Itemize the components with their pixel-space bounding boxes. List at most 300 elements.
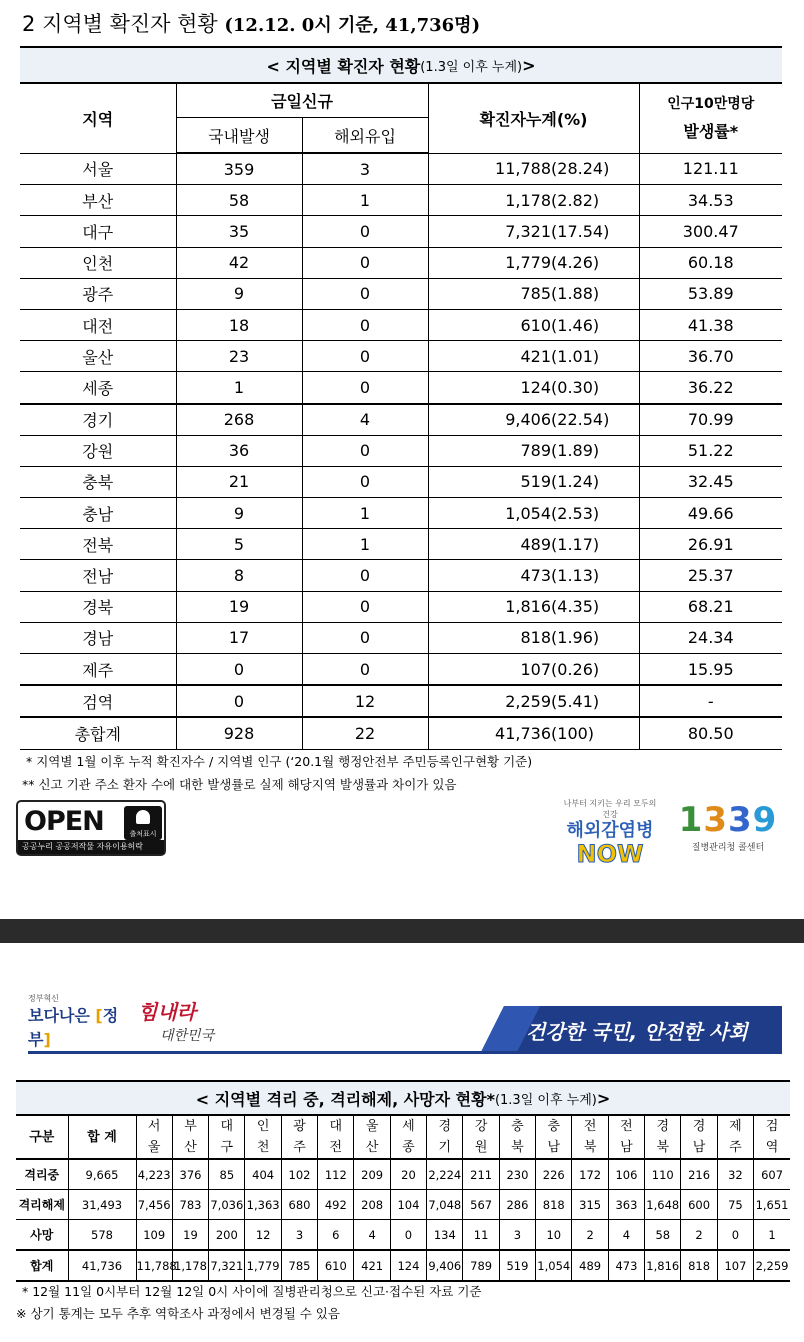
cell-cumulative: 785 bbox=[428, 278, 551, 309]
cell-region: 강원 bbox=[20, 435, 176, 466]
page-gap bbox=[0, 885, 804, 919]
table1-row bbox=[20, 309, 782, 340]
row-value: 1,054 bbox=[536, 1250, 572, 1281]
cell-overseas: 1 bbox=[302, 185, 428, 216]
row-value: 2,259 bbox=[754, 1250, 790, 1281]
header-region-char: 북 bbox=[656, 1140, 670, 1155]
row-total: 41,736 bbox=[68, 1250, 136, 1281]
header-region bbox=[645, 1116, 681, 1160]
cheer-up-korea-logo bbox=[138, 996, 238, 1044]
table1-footnote-2: ** 신고 기관 주소 환자 수에 대한 발생률로 실제 해당지역 발생률과 차이가 있음 bbox=[22, 777, 457, 792]
header-region-char: 검 bbox=[765, 1119, 779, 1134]
row-value: 789 bbox=[463, 1250, 499, 1281]
header-region-char: 종 bbox=[402, 1140, 415, 1155]
row-value: 2 bbox=[572, 1220, 608, 1251]
header-region-char: 광 bbox=[293, 1119, 306, 1134]
cell-overseas: 0 bbox=[302, 372, 428, 404]
cell-overseas: 0 bbox=[302, 247, 428, 278]
row-value: 1,779 bbox=[245, 1250, 281, 1281]
cell-cumulative: 1,779 bbox=[428, 247, 551, 278]
table2-row bbox=[16, 1159, 790, 1190]
cell-cumulative: 9,406 bbox=[428, 404, 551, 436]
cell-region: 서울 bbox=[20, 153, 176, 185]
row-value: 1,363 bbox=[245, 1190, 281, 1220]
cell-rate: 25.37 bbox=[639, 560, 782, 591]
header-region-char: 제 bbox=[729, 1119, 742, 1134]
cell-domestic: 0 bbox=[176, 685, 302, 717]
row-value: 11 bbox=[463, 1220, 499, 1251]
table1-row bbox=[20, 153, 782, 185]
cell-domestic: 35 bbox=[176, 216, 302, 247]
cell-cumulative: 1,816 bbox=[428, 591, 551, 622]
page-divider-band bbox=[0, 919, 804, 943]
cell-rate: 41.38 bbox=[639, 309, 782, 340]
header-region bbox=[281, 1116, 317, 1160]
table1-row bbox=[20, 216, 782, 247]
cell-cumulative: 11,788 bbox=[428, 153, 551, 185]
table1-row bbox=[20, 247, 782, 278]
row-value: 1,816 bbox=[645, 1250, 681, 1281]
header-region bbox=[354, 1116, 390, 1160]
cell-domestic: 268 bbox=[176, 404, 302, 436]
section-title: 지역별 확진자 현황 bbox=[42, 12, 218, 36]
callcenter-number bbox=[672, 800, 784, 840]
header-region-char: 구 bbox=[220, 1140, 234, 1155]
cell-region: 광주 bbox=[20, 278, 176, 309]
cell-rate: 68.21 bbox=[639, 591, 782, 622]
header-region-char: 세 bbox=[402, 1119, 415, 1134]
cell-cumulative: 610 bbox=[428, 309, 551, 340]
row-value: 783 bbox=[172, 1190, 208, 1220]
cell-rate: 300.47 bbox=[639, 216, 782, 247]
callcenter-digit: 3 bbox=[703, 800, 728, 840]
cell-domestic: 8 bbox=[176, 560, 302, 591]
header-region bbox=[572, 1116, 608, 1160]
header-region-char: 천 bbox=[256, 1140, 270, 1155]
cell-overseas: 0 bbox=[302, 591, 428, 622]
row-value: 211 bbox=[463, 1159, 499, 1190]
row-value: 610 bbox=[318, 1250, 354, 1281]
cell-region: 경북 bbox=[20, 591, 176, 622]
cell-percent: (2.53) bbox=[551, 498, 639, 529]
cell-region: 전남 bbox=[20, 560, 176, 591]
cell-cumulative: 107 bbox=[428, 654, 551, 686]
header-region-char: 전 bbox=[329, 1140, 343, 1155]
header-region-char: 울 bbox=[147, 1140, 161, 1155]
row-value: 109 bbox=[136, 1220, 172, 1251]
table1-row bbox=[20, 372, 782, 404]
cell-percent: (2.82) bbox=[551, 185, 639, 216]
header-today: 금일신규 bbox=[176, 83, 428, 118]
header-region bbox=[390, 1116, 426, 1160]
header-region-char: 남 bbox=[620, 1140, 633, 1155]
table1-row bbox=[20, 466, 782, 497]
row-value: 226 bbox=[536, 1159, 572, 1190]
row-value: 473 bbox=[608, 1250, 644, 1281]
cell-overseas: 12 bbox=[302, 685, 428, 717]
callcenter-digit: 3 bbox=[728, 800, 753, 840]
row-value: 286 bbox=[499, 1190, 535, 1220]
row-value: 6 bbox=[318, 1220, 354, 1251]
header-region-char: 경 bbox=[656, 1119, 670, 1134]
cell-region: 전북 bbox=[20, 529, 176, 560]
cell-percent: (1.13) bbox=[551, 560, 639, 591]
header-region bbox=[536, 1116, 572, 1160]
cell-percent: (5.41) bbox=[551, 685, 639, 717]
row-value: 209 bbox=[354, 1159, 390, 1190]
row-value: 104 bbox=[390, 1190, 426, 1220]
row-value: 110 bbox=[645, 1159, 681, 1190]
cell-domestic: 928 bbox=[176, 717, 302, 749]
regional-cases-table bbox=[20, 82, 782, 750]
row-value: 4 bbox=[608, 1220, 644, 1251]
cell-rate: 26.91 bbox=[639, 529, 782, 560]
row-value: 58 bbox=[645, 1220, 681, 1251]
cell-percent: (22.54) bbox=[551, 404, 639, 436]
header-total: 합 계 bbox=[68, 1116, 136, 1160]
section-subtitle: (12.12. 0시 기준, 41,736명) bbox=[224, 15, 481, 36]
row-value: 0 bbox=[717, 1220, 753, 1251]
open-logo-caption: 공공누리 공공저작물 자유이용허락 bbox=[18, 840, 164, 854]
row-value: 112 bbox=[318, 1159, 354, 1190]
cell-domestic: 5 bbox=[176, 529, 302, 560]
cell-rate: 34.53 bbox=[639, 185, 782, 216]
header-region: 지역 bbox=[20, 83, 176, 153]
row-label: 사망 bbox=[16, 1220, 68, 1251]
cell-cumulative: 1,054 bbox=[428, 498, 551, 529]
cell-rate: - bbox=[639, 685, 782, 717]
cell-percent: (1.46) bbox=[551, 309, 639, 340]
row-value: 208 bbox=[354, 1190, 390, 1220]
cell-cumulative: 473 bbox=[428, 560, 551, 591]
header-region bbox=[499, 1116, 535, 1160]
cell-domestic: 9 bbox=[176, 498, 302, 529]
cell-cumulative: 421 bbox=[428, 341, 551, 372]
cell-rate: 80.50 bbox=[639, 717, 782, 749]
table2-row bbox=[16, 1190, 790, 1220]
header-region bbox=[172, 1116, 208, 1160]
cell-percent: (1.24) bbox=[551, 466, 639, 497]
table1-row bbox=[20, 591, 782, 622]
cell-cumulative: 789 bbox=[428, 435, 551, 466]
row-value: 567 bbox=[463, 1190, 499, 1220]
callcenter-digit: 1 bbox=[678, 800, 704, 840]
row-value: 1,178 bbox=[172, 1250, 208, 1281]
header-region bbox=[245, 1116, 281, 1160]
header-category: 구분 bbox=[16, 1116, 68, 1160]
header-region-char: 주 bbox=[293, 1140, 306, 1155]
row-value: 1,651 bbox=[754, 1190, 790, 1220]
header-region bbox=[608, 1116, 644, 1160]
table2-title-period: (1.3일 이후 누계) bbox=[494, 1092, 597, 1108]
gov-logo-small: 정부혁신 bbox=[28, 994, 59, 1003]
header-region-char: 강 bbox=[474, 1119, 488, 1134]
table2-footnote-2: ※ 상기 통계는 모두 추후 역학조사 과정에서 변경될 수 있음 bbox=[16, 1306, 340, 1321]
row-value: 32 bbox=[717, 1159, 753, 1190]
cell-percent: (1.89) bbox=[551, 435, 639, 466]
cell-cumulative: 818 bbox=[428, 622, 551, 653]
cell-percent: (28.24) bbox=[551, 153, 639, 185]
row-value: 785 bbox=[281, 1250, 317, 1281]
cell-rate: 121.11 bbox=[639, 153, 782, 185]
header-region-char: 인 bbox=[256, 1119, 270, 1134]
cell-cumulative: 7,321 bbox=[428, 216, 551, 247]
gov-innovation-logo: 정부혁신 보다나은 [정부] bbox=[28, 993, 128, 1038]
header-region-char: 충 bbox=[547, 1119, 561, 1134]
cell-domestic: 1 bbox=[176, 372, 302, 404]
row-value: 519 bbox=[499, 1250, 535, 1281]
cell-cumulative: 1,178 bbox=[428, 185, 551, 216]
cell-region: 울산 bbox=[20, 341, 176, 372]
header-region-char: 서 bbox=[147, 1119, 161, 1134]
cell-overseas: 1 bbox=[302, 529, 428, 560]
cell-rate: 53.89 bbox=[639, 278, 782, 309]
header-region-char: 산 bbox=[184, 1140, 197, 1155]
open-logo-text: OPEN bbox=[24, 806, 104, 837]
cell-region: 대구 bbox=[20, 216, 176, 247]
table1-title bbox=[20, 46, 782, 82]
cell-overseas: 22 bbox=[302, 717, 428, 749]
row-value: 404 bbox=[245, 1159, 281, 1190]
row-value: 607 bbox=[754, 1159, 790, 1190]
row-value: 4 bbox=[354, 1220, 390, 1251]
cell-cumulative: 2,259 bbox=[428, 685, 551, 717]
cell-region: 검역 bbox=[20, 685, 176, 717]
cell-percent: (0.26) bbox=[551, 654, 639, 686]
overseas-logo-name: 해외감염병 bbox=[566, 820, 654, 841]
row-value: 7,048 bbox=[427, 1190, 463, 1220]
table2-footnote-1: * 12월 11일 0시부터 12월 12일 0시 사이에 질병관리청으로 신고·접수된 자료 기준 bbox=[22, 1284, 482, 1299]
row-value: 200 bbox=[209, 1220, 245, 1251]
section-heading bbox=[22, 8, 480, 38]
header-region-char: 울 bbox=[365, 1119, 379, 1134]
table1-row bbox=[20, 560, 782, 591]
row-total: 31,493 bbox=[68, 1190, 136, 1220]
row-value: 600 bbox=[681, 1190, 717, 1220]
gov-logo-big: 보다나은 bbox=[28, 1006, 90, 1025]
callcenter-digit: 9 bbox=[752, 800, 778, 840]
row-total: 578 bbox=[68, 1220, 136, 1251]
header-region-char: 역 bbox=[765, 1140, 779, 1155]
row-label: 격리해제 bbox=[16, 1190, 68, 1220]
row-value: 102 bbox=[281, 1159, 317, 1190]
row-value: 230 bbox=[499, 1159, 535, 1190]
table1-row bbox=[20, 341, 782, 372]
row-value: 489 bbox=[572, 1250, 608, 1281]
banner-underline bbox=[28, 1051, 782, 1054]
header-domestic: 국내발생 bbox=[176, 118, 302, 154]
row-value: 1 bbox=[754, 1220, 790, 1251]
cell-percent: (1.96) bbox=[551, 622, 639, 653]
header-region bbox=[318, 1116, 354, 1160]
cell-region: 대전 bbox=[20, 309, 176, 340]
row-value: 2,224 bbox=[427, 1159, 463, 1190]
header-region bbox=[681, 1116, 717, 1160]
cell-overseas: 0 bbox=[302, 654, 428, 686]
cell-overseas: 0 bbox=[302, 466, 428, 497]
table1-row bbox=[20, 529, 782, 560]
callcenter-caption: 질병관리청 콜센터 bbox=[691, 843, 765, 853]
table2-title-text: < 지역별 격리 중, 격리해제, 사망자 현황* bbox=[195, 1089, 495, 1109]
header-rate-line2: 발생률* bbox=[683, 122, 739, 142]
section-number: 2 bbox=[22, 12, 36, 36]
cell-domestic: 9 bbox=[176, 278, 302, 309]
cell-domestic: 23 bbox=[176, 341, 302, 372]
row-value: 107 bbox=[717, 1250, 753, 1281]
row-value: 11,788 bbox=[136, 1250, 172, 1281]
table1-title-text: < 지역별 확진자 현황 bbox=[266, 56, 421, 76]
slogan-banner bbox=[480, 1006, 782, 1054]
header-region bbox=[427, 1116, 463, 1160]
table2-row bbox=[16, 1250, 790, 1281]
header-region-char: 원 bbox=[474, 1140, 488, 1155]
gov-logo-gov: 정부 bbox=[28, 1006, 119, 1049]
row-value: 7,036 bbox=[209, 1190, 245, 1220]
header-region-char: 대 bbox=[329, 1119, 343, 1134]
header-region-char: 주 bbox=[729, 1140, 742, 1155]
callcenter-1339-logo bbox=[672, 800, 784, 862]
cell-rate: 24.34 bbox=[639, 622, 782, 653]
header-region-char: 경 bbox=[438, 1119, 452, 1134]
cell-overseas: 0 bbox=[302, 216, 428, 247]
cell-domestic: 17 bbox=[176, 622, 302, 653]
cell-region: 제주 bbox=[20, 654, 176, 686]
row-value: 12 bbox=[245, 1220, 281, 1251]
table2-title-end: > bbox=[596, 1088, 611, 1108]
table1-row bbox=[20, 654, 782, 686]
row-value: 10 bbox=[536, 1220, 572, 1251]
row-value: 75 bbox=[717, 1190, 753, 1220]
cell-rate: 15.95 bbox=[639, 654, 782, 686]
cell-percent: (4.26) bbox=[551, 247, 639, 278]
row-value: 4,223 bbox=[136, 1159, 172, 1190]
cell-percent: (4.35) bbox=[551, 591, 639, 622]
row-value: 818 bbox=[681, 1250, 717, 1281]
table1-row bbox=[20, 435, 782, 466]
row-value: 106 bbox=[608, 1159, 644, 1190]
cell-domestic: 359 bbox=[176, 153, 302, 185]
row-value: 421 bbox=[354, 1250, 390, 1281]
row-value: 134 bbox=[427, 1220, 463, 1251]
table1-row bbox=[20, 498, 782, 529]
attribution-icon bbox=[124, 806, 162, 840]
cell-region: 인천 bbox=[20, 247, 176, 278]
isolation-status-table bbox=[16, 1115, 790, 1282]
header-region-char: 대 bbox=[220, 1119, 234, 1134]
cell-region: 세종 bbox=[20, 372, 176, 404]
cell-percent: (1.01) bbox=[551, 341, 639, 372]
table1-row bbox=[20, 622, 782, 653]
row-value: 376 bbox=[172, 1159, 208, 1190]
row-value: 492 bbox=[318, 1190, 354, 1220]
row-value: 3 bbox=[499, 1220, 535, 1251]
header-region-char: 기 bbox=[438, 1140, 452, 1155]
cell-rate: 49.66 bbox=[639, 498, 782, 529]
cell-percent: (0.30) bbox=[551, 372, 639, 404]
table1-row bbox=[20, 717, 782, 749]
row-value: 85 bbox=[209, 1159, 245, 1190]
kogl-open-logo bbox=[16, 800, 166, 856]
table1-row bbox=[20, 278, 782, 309]
cell-rate: 51.22 bbox=[639, 435, 782, 466]
cell-overseas: 0 bbox=[302, 560, 428, 591]
row-value: 124 bbox=[390, 1250, 426, 1281]
korea-logo-b: 대한민국 bbox=[160, 1028, 215, 1044]
header-overseas: 해외유입 bbox=[302, 118, 428, 154]
header-region-char: 산 bbox=[365, 1140, 379, 1155]
cell-cumulative: 124 bbox=[428, 372, 551, 404]
header-region bbox=[754, 1116, 790, 1160]
header-rate-line1: 인구10만명당 bbox=[667, 96, 755, 113]
cell-overseas: 0 bbox=[302, 309, 428, 340]
overseas-disease-now-logo bbox=[560, 798, 660, 868]
cell-domestic: 58 bbox=[176, 185, 302, 216]
cell-percent: (100) bbox=[551, 717, 639, 749]
cell-domestic: 19 bbox=[176, 591, 302, 622]
row-value: 1,648 bbox=[645, 1190, 681, 1220]
cell-region: 경기 bbox=[20, 404, 176, 436]
row-label: 격리중 bbox=[16, 1159, 68, 1190]
cell-overseas: 3 bbox=[302, 153, 428, 185]
table1-footnote-1: * 지역별 1월 이후 누적 확진자수 / 지역별 인구 (‘20.1월 행정안전부 주민등록인구현황 기준) bbox=[26, 754, 533, 769]
slogan-text: 건강한 국민, 안전한 사회 bbox=[526, 1020, 748, 1044]
table1-title-period: (1.3일 이후 누계) bbox=[420, 59, 523, 75]
header-region-char: 부 bbox=[184, 1119, 197, 1134]
row-value: 20 bbox=[390, 1159, 426, 1190]
cell-domestic: 21 bbox=[176, 466, 302, 497]
header-region-char: 남 bbox=[692, 1140, 706, 1155]
header-region bbox=[463, 1116, 499, 1160]
header-region-char: 북 bbox=[583, 1140, 597, 1155]
row-value: 216 bbox=[681, 1159, 717, 1190]
cell-rate: 36.70 bbox=[639, 341, 782, 372]
table2-title bbox=[16, 1080, 790, 1115]
row-value: 172 bbox=[572, 1159, 608, 1190]
row-value: 680 bbox=[281, 1190, 317, 1220]
row-value: 818 bbox=[536, 1190, 572, 1220]
cell-region: 부산 bbox=[20, 185, 176, 216]
cell-rate: 70.99 bbox=[639, 404, 782, 436]
row-value: 7,321 bbox=[209, 1250, 245, 1281]
cell-overseas: 0 bbox=[302, 278, 428, 309]
cell-region: 충북 bbox=[20, 466, 176, 497]
row-value: 19 bbox=[172, 1220, 208, 1251]
cell-overseas: 0 bbox=[302, 435, 428, 466]
row-value: 3 bbox=[281, 1220, 317, 1251]
cell-cumulative: 519 bbox=[428, 466, 551, 497]
row-label: 합계 bbox=[16, 1250, 68, 1281]
header-region-char: 충 bbox=[511, 1119, 524, 1134]
attribution-label: 출처표시 bbox=[129, 830, 157, 838]
overseas-logo-now: NOW bbox=[576, 840, 644, 868]
cell-overseas: 1 bbox=[302, 498, 428, 529]
row-value: 363 bbox=[608, 1190, 644, 1220]
header-region-char: 전 bbox=[620, 1119, 633, 1134]
header-region-char: 전 bbox=[583, 1119, 597, 1134]
cell-region: 충남 bbox=[20, 498, 176, 529]
cell-rate: 36.22 bbox=[639, 372, 782, 404]
header-cumulative: 확진자누계(%) bbox=[428, 83, 639, 153]
row-value: 315 bbox=[572, 1190, 608, 1220]
cell-overseas: 4 bbox=[302, 404, 428, 436]
header-region bbox=[136, 1116, 172, 1160]
korea-logo-a: 힘내라 bbox=[138, 1000, 196, 1024]
cell-rate: 32.45 bbox=[639, 466, 782, 497]
cell-percent: (1.88) bbox=[551, 278, 639, 309]
table1-title-end: > bbox=[522, 55, 536, 75]
cell-domestic: 0 bbox=[176, 654, 302, 686]
table1-row bbox=[20, 185, 782, 216]
